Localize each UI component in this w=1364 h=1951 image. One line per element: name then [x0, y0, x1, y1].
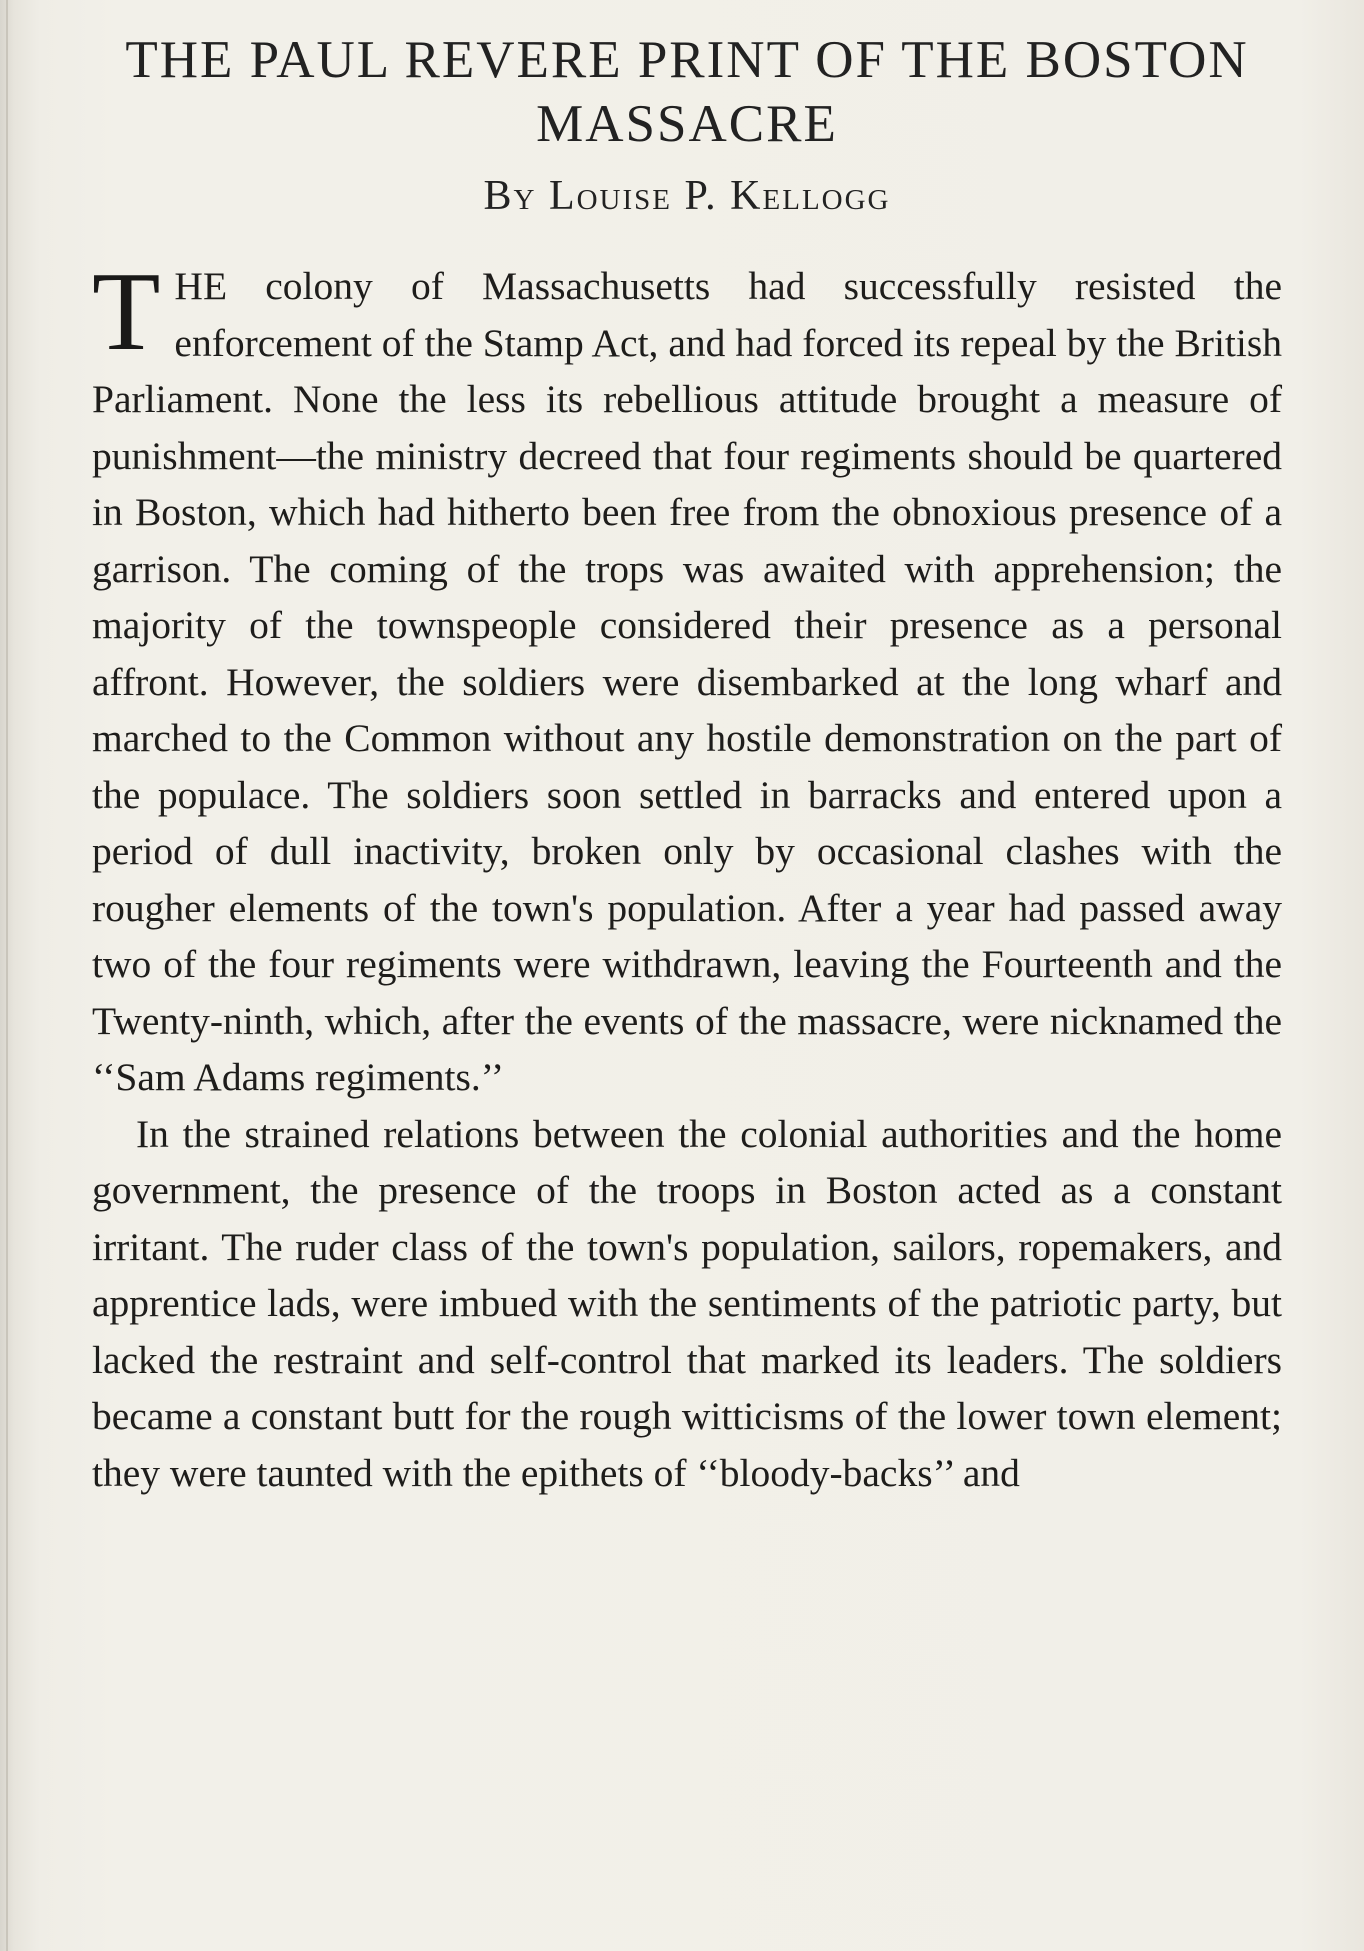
- drop-cap: T: [92, 250, 161, 374]
- article-byline: By Louise P. Kellogg: [483, 173, 891, 219]
- paragraph-1-text: HE colony of Massachusetts had successfully resisted the enforcement of the Stamp Act, and had forced its repeal by the British Parliament. None the less its rebellious attitude brought a measure of punishment—the ministry decreed that four regiments should be quartered in Boston, which had hitherto been free from the obnoxious presence of a garrison. The coming of the trops was awaited with apprehension; the majority of the townspeople considered their presence as a personal affront. However, the soldiers were disembarked at the long wharf and marched to the Common without any hostile demonstration on the part of the populace. The soldiers soon settled in barracks and entered upon a period of dull inactivity, broken only by occasional clashes with the rougher elements of the town's population. After a year had passed away two of the four regiments were withdrawn, leaving the Fourteenth and the Twenty-ninth, which, after the events of the massacre, were nicknamed the ‘‘Sam Adams regiments.’’: [92, 264, 1282, 1099]
- article: [92, 28, 1282, 1501]
- article-title: THE PAUL REVERE PRINT OF THE BOSTON MASSACRE: [125, 31, 1249, 153]
- paragraph-1: [92, 250, 1282, 1106]
- book-gutter: [6, 0, 8, 1951]
- paragraph-2: In the strained relations between the colonial authorities and the home government, the presence of the troops in Boston acted as a constant irritant. The ruder class of the town's population, sailors, ropemakers, and apprentice lads, were imbued with the sentiments of the patriotic party, but lacked the restraint and self-control that marked its leaders. The soldiers became a constant butt for the rough witticisms of the lower town element; they were taunted with the epithets of ‘‘bloody-backs’’ and: [92, 1111, 1282, 1495]
